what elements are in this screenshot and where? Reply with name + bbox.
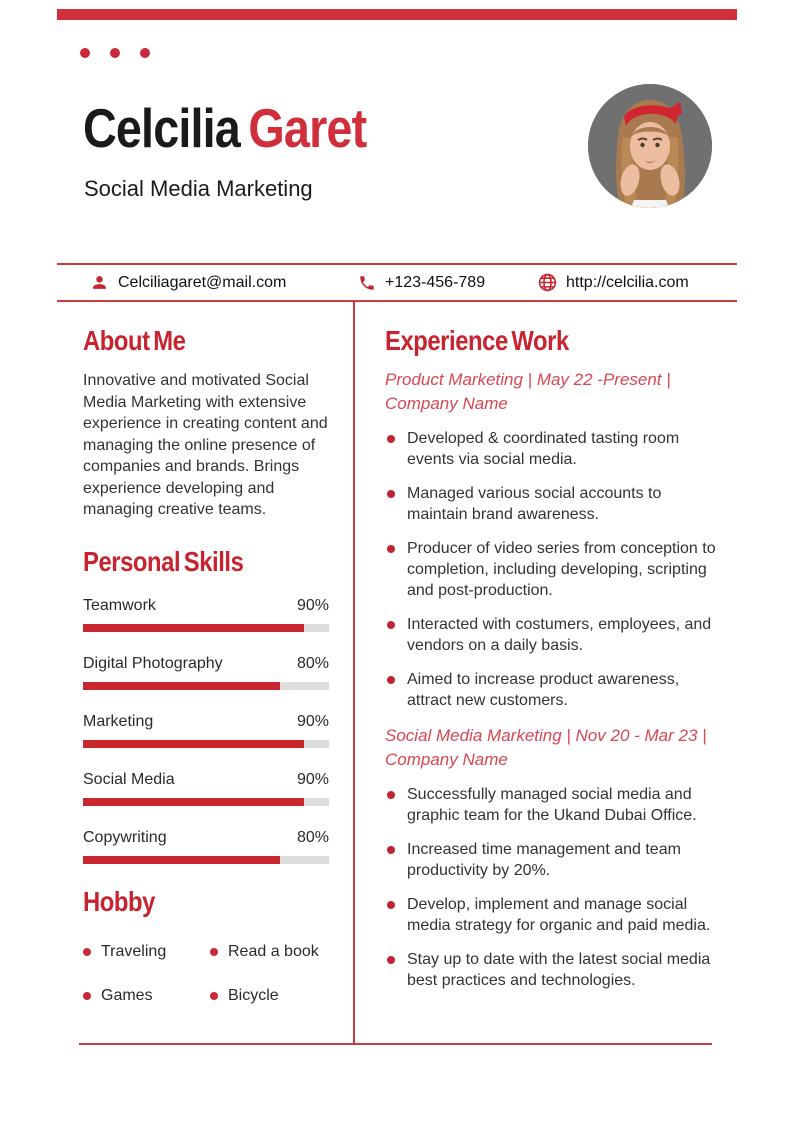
right-column bbox=[355, 302, 737, 1043]
website-value: http://celcilia.com bbox=[566, 273, 689, 291]
top-accent-bar bbox=[57, 9, 737, 20]
bullet-dot-icon bbox=[210, 948, 218, 956]
job-bullet: Developed & coordinated tasting room events via social media. bbox=[385, 428, 717, 470]
job-entry bbox=[385, 724, 737, 991]
bullet-dot-icon bbox=[83, 948, 91, 956]
skill-row bbox=[83, 829, 329, 864]
profile-photo bbox=[588, 84, 712, 208]
decor-dot bbox=[80, 48, 90, 58]
hobby-label: Games bbox=[101, 986, 153, 1004]
about-text: Innovative and motivated Social Media Marketing with extensive experience in creating content and managing the online presence of companies and brands. Brings experience developing and managing creative teams. bbox=[83, 372, 328, 518]
job-bullet: Successfully managed social media and graphic team for the Ukand Dubai Office. bbox=[385, 784, 717, 826]
section-title-experience: Experience Work bbox=[385, 325, 569, 356]
skill-label: Copywriting bbox=[83, 828, 167, 846]
section-title-about: About Me bbox=[83, 325, 186, 356]
last-name: Garet bbox=[248, 97, 367, 159]
job-subtitle: Social Media Marketing bbox=[84, 176, 313, 201]
job-bullets bbox=[385, 428, 717, 711]
person-icon bbox=[90, 273, 109, 292]
skills-list bbox=[83, 597, 329, 864]
hobby-item bbox=[210, 943, 329, 961]
skill-label: Social Media bbox=[83, 770, 175, 788]
skill-bar-fill bbox=[83, 740, 304, 748]
hobby-list bbox=[83, 943, 329, 1005]
section-title-skills: Personal Skills bbox=[83, 545, 244, 577]
decor-dot bbox=[140, 48, 150, 58]
skill-row bbox=[83, 771, 329, 806]
left-column bbox=[57, 302, 355, 1043]
first-name: Celcilia bbox=[83, 97, 240, 159]
skill-bar-fill bbox=[83, 856, 280, 864]
skill-value: 80% bbox=[296, 828, 329, 846]
skill-row bbox=[83, 713, 329, 748]
job-bullet: Increased time management and team productivity by 20%. bbox=[385, 839, 717, 881]
skill-bar-track bbox=[83, 856, 329, 864]
job-bullet: Managed various social accounts to maintain brand awareness. bbox=[385, 483, 717, 525]
skill-value: 80% bbox=[296, 654, 329, 672]
phone-value: +123-456-789 bbox=[385, 273, 486, 291]
skill-row bbox=[83, 597, 329, 632]
skill-value: 90% bbox=[296, 712, 329, 730]
page-title bbox=[83, 98, 366, 159]
globe-icon bbox=[538, 273, 557, 292]
job-bullet: Aimed to increase product awareness, attract new customers. bbox=[385, 669, 717, 711]
skill-bar-fill bbox=[83, 798, 304, 806]
hobby-label: Traveling bbox=[101, 942, 167, 960]
job-bullet: Develop, implement and manage social media strategy for organic and paid media. bbox=[385, 894, 717, 936]
skill-bar-fill bbox=[83, 682, 280, 690]
contact-email bbox=[90, 265, 286, 300]
skill-bar-track bbox=[83, 624, 329, 632]
skill-row bbox=[83, 655, 329, 690]
contact-phone bbox=[358, 265, 485, 300]
skill-label: Marketing bbox=[83, 712, 154, 730]
job-bullet: Interacted with costumers, employees, and vendors on a daily basis. bbox=[385, 614, 717, 656]
avatar-illustration bbox=[588, 84, 712, 208]
skill-bar-fill bbox=[83, 624, 304, 632]
skill-label: Digital Photography bbox=[83, 654, 223, 672]
skill-value: 90% bbox=[296, 770, 329, 788]
email-value: Celciliagaret@mail.com bbox=[118, 273, 287, 291]
job-entry bbox=[385, 368, 737, 711]
skill-bar-track bbox=[83, 682, 329, 690]
decor-dots bbox=[80, 48, 150, 58]
skill-bar-track bbox=[83, 740, 329, 748]
skill-bar-track bbox=[83, 798, 329, 806]
hobby-label: Read a book bbox=[228, 942, 319, 960]
skill-value: 90% bbox=[296, 596, 329, 614]
job-title: Social Media Marketing | Nov 20 - Mar 23 | Company Name bbox=[385, 726, 707, 769]
job-title: Product Marketing | May 22 -Present | Company Name bbox=[385, 370, 671, 413]
bullet-dot-icon bbox=[83, 992, 91, 1000]
job-bullets bbox=[385, 784, 717, 991]
hobby-item bbox=[83, 987, 210, 1005]
job-bullet: Stay up to date with the latest social media best practices and technologies. bbox=[385, 949, 717, 991]
contact-website bbox=[538, 265, 689, 300]
hobby-item bbox=[83, 943, 210, 961]
jobs-list bbox=[385, 368, 737, 991]
phone-icon bbox=[358, 274, 376, 292]
hobby-item bbox=[210, 987, 329, 1005]
skill-label: Teamwork bbox=[83, 596, 156, 614]
decor-dot bbox=[110, 48, 120, 58]
bottom-rule bbox=[79, 1043, 712, 1045]
body-columns bbox=[57, 302, 737, 1043]
contact-bar bbox=[57, 263, 737, 302]
hobby-label: Bicycle bbox=[228, 986, 279, 1004]
section-title-hobby: Hobby bbox=[83, 885, 155, 917]
job-bullet: Producer of video series from conception to completion, including developing, scripting and post-production. bbox=[385, 538, 717, 601]
bullet-dot-icon bbox=[210, 992, 218, 1000]
